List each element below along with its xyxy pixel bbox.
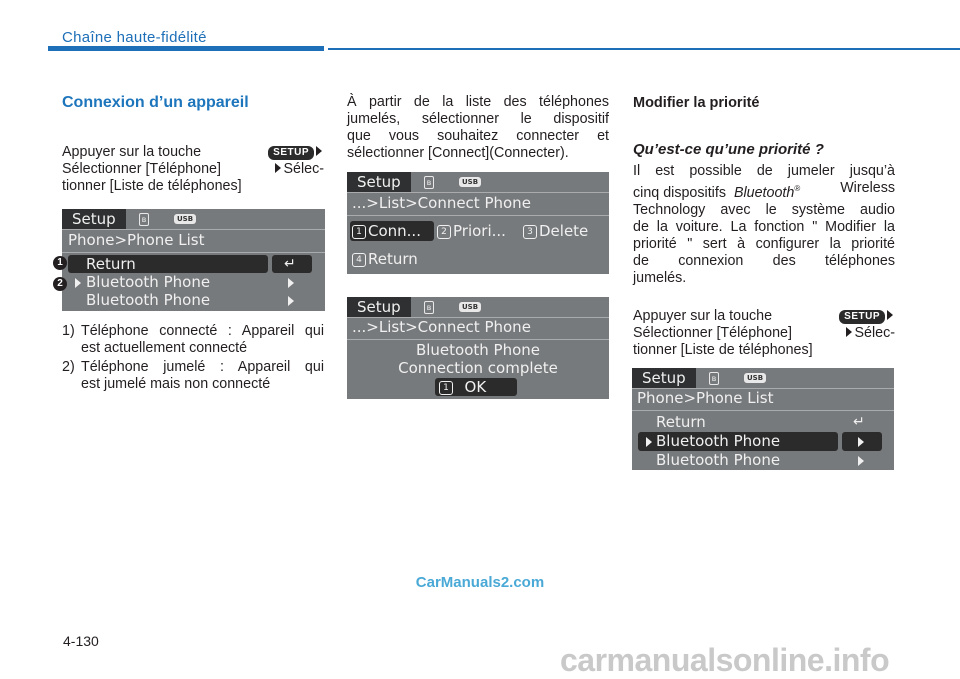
divider	[62, 252, 325, 253]
ok-label[interactable]: 1 OK	[439, 378, 486, 396]
row-phone-2[interactable]: Bluetooth Phone	[86, 291, 211, 309]
screen-breadcrumb: Phone>Phone List	[637, 389, 774, 407]
row-return[interactable]: Return	[656, 413, 706, 431]
para-line: de la voiture. La fonction " Modifier la	[633, 218, 895, 235]
return-icon: ↵	[853, 414, 865, 430]
page-number: 4-130	[63, 633, 99, 649]
option-connect[interactable]: 1 Conn...	[352, 222, 421, 240]
para-line: que vous souhaitez connecter et	[347, 128, 609, 144]
screen-breadcrumb: ...>List>Connect Phone	[352, 318, 531, 336]
connected-marker-icon	[646, 437, 652, 447]
para-line: de connexion des téléphones	[633, 252, 895, 269]
screen-tab: Setup	[62, 209, 126, 229]
divider	[632, 410, 894, 411]
priority-heading: Modifier la priorité	[633, 95, 760, 111]
list-item	[62, 323, 324, 357]
priority-paragraph	[633, 163, 895, 287]
chevron-right-icon	[858, 437, 864, 447]
chevron-right-icon	[858, 456, 864, 466]
arrow-right-icon	[316, 146, 322, 156]
bluetooth-icon: ʙ	[709, 372, 719, 385]
select-device-paragraph	[347, 94, 609, 162]
option-priority[interactable]: 2 Priori...	[437, 222, 506, 240]
chevron-right-icon	[288, 296, 294, 306]
list-text: Téléphone connecté : Appareil qui	[81, 323, 324, 339]
header-rule-thick	[48, 46, 324, 51]
para-line: Technology avec le système audio	[633, 201, 895, 218]
screen-tab: Setup	[347, 172, 411, 192]
option-delete[interactable]: 3 Delete	[523, 222, 588, 240]
list-text: est actuellement connecté	[81, 340, 248, 356]
screen-breadcrumb: ...>List>Connect Phone	[352, 194, 531, 212]
usb-badge: USB	[174, 214, 196, 224]
priority-instructions	[633, 308, 895, 359]
para-line: sélectionner [Connect](Connecter).	[347, 145, 569, 161]
bluetooth-icon: ʙ	[424, 176, 434, 189]
arrow-right-icon	[275, 163, 281, 173]
callout-2: 2	[53, 277, 67, 291]
connect-device-heading: Connexion d’un appareil	[62, 94, 249, 111]
screen-connect-phone	[347, 172, 609, 274]
bluetooth-icon: ʙ	[424, 301, 434, 314]
divider	[347, 339, 609, 340]
instr-line2b: Sélec-	[854, 325, 895, 341]
row-return[interactable]: Return	[86, 255, 136, 273]
row-phone-1[interactable]: Bluetooth Phone	[656, 432, 781, 450]
instr-line1: Appuyer sur la touche	[62, 144, 202, 160]
footer-site-mark: carmanualsonline.info	[560, 642, 890, 678]
screen-phone-list-1	[62, 209, 325, 311]
connected-marker-icon	[75, 278, 81, 288]
list-text: Téléphone jumelé : Appareil qui	[81, 359, 324, 375]
option-return[interactable]: 4 Return	[352, 250, 418, 268]
list-item	[62, 359, 324, 393]
instr-line1: Appuyer sur la touche	[633, 308, 773, 324]
instr-line2b: Sélec-	[283, 161, 324, 177]
list-text: est jumelé mais non connecté	[81, 376, 271, 392]
message-device: Bluetooth Phone	[415, 341, 541, 359]
instr-line2a: Sélectionner [Téléphone]	[62, 161, 221, 177]
row-phone-1[interactable]: Bluetooth Phone	[86, 273, 211, 291]
para-text: cinq dispositifs	[633, 184, 726, 201]
watermark-link[interactable]: CarManuals2.com	[415, 574, 545, 591]
instr-line3: tionner [Liste de téléphones]	[62, 178, 242, 194]
para-line: jumelés.	[633, 269, 687, 286]
para-line: À partir de la liste des téléphones	[347, 94, 609, 110]
priority-subheading: Qu’est-ce qu’une priorité ?	[633, 141, 824, 158]
section-title: Chaîne haute-fidélité	[62, 29, 207, 46]
bluetooth-word: Bluetooth	[733, 184, 795, 201]
callout-1: 1	[53, 256, 67, 270]
screen-tab: Setup	[632, 368, 696, 388]
divider	[347, 192, 609, 193]
divider	[347, 215, 609, 216]
return-icon: ↵	[284, 256, 296, 272]
header-rule-thin	[328, 48, 960, 50]
phone-type-list	[62, 323, 324, 393]
bluetooth-icon: ʙ	[139, 213, 149, 226]
screen-breadcrumb: Phone>Phone List	[68, 231, 205, 249]
para-line: Il est possible de jumeler jusqu’à	[633, 163, 895, 179]
row-phone-2[interactable]: Bluetooth Phone	[656, 451, 781, 469]
screen-phone-list-2	[632, 368, 894, 470]
divider	[62, 229, 325, 230]
list-num: 2)	[62, 359, 75, 375]
usb-badge: USB	[459, 302, 481, 312]
setup-key-badge: SETUP	[268, 146, 314, 160]
connect-instructions	[62, 144, 324, 195]
arrow-right-icon	[846, 327, 852, 337]
list-num: 1)	[62, 323, 75, 339]
message-status: Connection complete	[398, 359, 558, 377]
arrow-right-icon	[887, 310, 893, 320]
screen-tab: Setup	[347, 297, 411, 317]
para-line: jumelés, sélectionner le dispositif	[347, 111, 609, 127]
para-line: priorité " sert à configurer la priorité	[633, 235, 895, 252]
para-text: Wireless	[840, 180, 895, 196]
chevron-right-icon	[288, 278, 294, 288]
registered-mark: ®	[794, 184, 801, 193]
screen-connection-complete	[347, 297, 609, 399]
usb-badge: USB	[744, 373, 766, 383]
usb-badge: USB	[459, 177, 481, 187]
instr-line3: tionner [Liste de téléphones]	[633, 342, 813, 358]
setup-key-badge: SETUP	[839, 310, 885, 324]
instr-line2a: Sélectionner [Téléphone]	[633, 325, 792, 341]
